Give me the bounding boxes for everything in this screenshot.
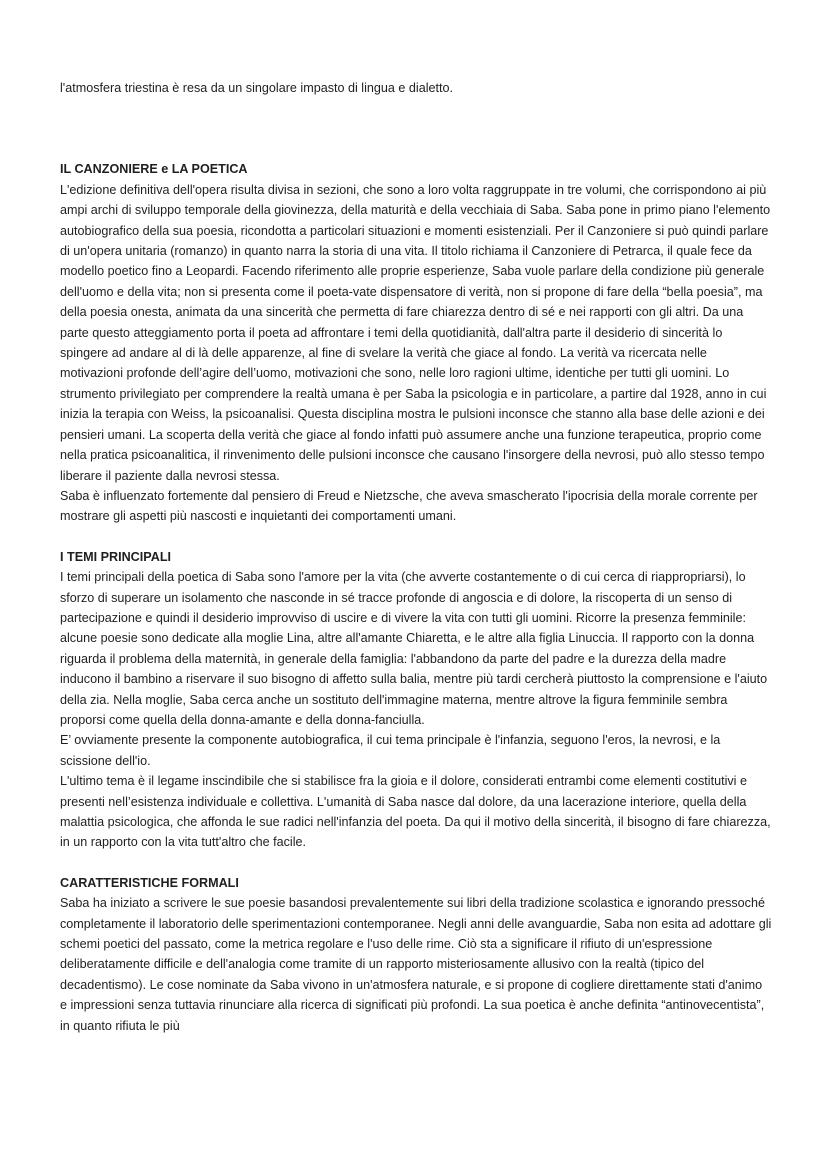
section-canzoniere-poetica (60, 159, 772, 526)
lead-paragraph: l'atmosfera triestina è resa da un singolare impasto di lingua e dialetto. (60, 81, 454, 95)
section-heading: IL CANZONIERE e LA POETICA (60, 162, 248, 177)
section-paragraph: L'ultimo tema è il legame inscindibile che si stabilisce fra la gioia e il dolore, considerati entrambi come elementi costitutivi e presenti nell’esistenza individuale e collettiva. L'umanità di Saba nasce dal dolore, da una lacerazione interiore, quella della malattia psicologica, che affonda le sue radici nell'infanzia del poeta. Da qui il motivo della sincerità, il bisogno di fare chiarezza, in un rapporto con la vita tutt'altro che facile. (60, 774, 771, 850)
section-heading: I TEMI PRINCIPALI (60, 549, 172, 564)
section-paragraph: I temi principali della poetica di Saba sono l'amore per la vita (che avverte costantemente o di cui cerca di riappropriarsi), lo sforzo di superare un isolamento che nasconde in sé tracce profonde di angoscia e di dolore, la riscoperta di un senso di partecipazione e quindi il desiderio improvviso di uscire e di vivere la vita con tutti gli uomini. Ricorre la presenza femminile: alcune poesie sono dedicate alla moglie Lina, altre all'amante Chiaretta, e le altre alla figlia Linuccia. Il rapporto con la donna riguarda il problema della maternità, in generale della famiglia: l'abbandono da parte del padre e la durezza della madre inducono il bambino a riservare il suo bisogno di affetto sulla balia, mentre più tardi cercherà piuttosto la comprensione e l'aiuto della zia. Nella moglie, Saba cerca anche un sostituto dell'immagine materna, mentre altrove la figura femminile sembra proporsi come quella della donna-amante e della donna-fanciulla. (60, 570, 768, 727)
section-paragraph: Saba è influenzato fortemente dal pensiero di Freud e Nietzsche, che aveva smascherato l'ipocrisia della morale corrente per mostrare gli aspetti più nascosti e inquietanti dei comportamenti umani. (60, 488, 758, 524)
section-paragraph: E’ ovviamente presente la componente autobiografica, il cui tema principale è l'infanzia, seguono l'eros, la nevrosi, e la scissione dell'io. (60, 733, 721, 768)
section-heading: CARATTERISTICHE FORMALI (60, 875, 239, 890)
section-temi-principali (60, 547, 772, 853)
section-paragraph: L'edizione definitiva dell'opera risulta divisa in sezioni, che sono a loro volta raggruppate in tre volumi, che corrispondono ai più ampi archi di sviluppo temporale della giovinezza, della maturità e della vecchiaia di Saba. Saba pone in primo piano l'elemento autobiografico della sua poesia, ricondotta a particolari situazioni e momenti esistenziali. Per il Canzoniere si può quindi parlare di un'opera unitaria (romanzo) in quanto narra la storia di una vita. Il titolo richiama il Canzoniere di Petrarca, il quale fece da modello poetico fino a Leopardi. Facendo riferimento alle proprie esperienze, Saba vuole parlare della condizione più generale dell'uomo e della vita; non si presenta come il poeta-vate dispensatore di verità, non si propone di fare della “bella poesia”, ma della poesia onesta, animata da una sincerità che permetta di fare chiarezza dentro di sé e nei rapporti con gli altri. Da una parte questo atteggiamento porta il poeta ad affrontare i temi della quotidianità, dall'altra parte il desiderio di sincerità lo spingere ad andare al di là delle apparenze, al fine di svelare la verità che giace al fondo. La verità va ricercata nelle motivazioni profonde dell’agire dell’uomo, motivazioni che sono, nelle loro ragioni ultime, identiche per tutti gli uomini. Lo strumento privilegiato per comprendere la realtà umana è per Saba la psicologia e in particolare, a partire dal 1928, anno in cui inizia la terapia con Weiss, la psicoanalisi. Questa disciplina mostra le pulsioni inconsce che stanno alla base delle azioni e dei pensieri umani. La scoperta della verità che giace al fondo infatti può assumere anche una funzione terapeutica, proprio come nella pratica psicoanalitica, il rinvenimento delle pulsioni inconsce che causano l'insorgere della nevrosi, può allo stesso tempo liberare il paziente dalla nevrosi stessa. (60, 182, 771, 483)
document-body (60, 78, 772, 1056)
section-paragraph: Saba ha iniziato a scrivere le sue poesie basandosi prevalentemente sui libri della tradizione scolastica e ignorando pressoché completamente il laboratorio delle sperimentazioni contemporanee. Negli anni delle avanguardie, Saba non esita ad adottare gli schemi poetici del passato, come la metrica regolare e l'uso delle rime. Ciò sta a significare il rifiuto di un'espressione deliberatamente difficile e dell'analogia come tramite di un rapporto misteriosamente allusivo con la realtà (tipico del decadentismo). Le cose nominate da Saba vivono in un'atmosfera naturale, e si propone di cogliere direttamente stati d'animo e impressioni senza tuttavia rinunciare alla ricerca di significati più profondi. La sua poetica è anche definita “antinovecentista”, in quanto rifiuta le più (60, 896, 772, 1033)
section-caratteristiche-formali (60, 873, 772, 1036)
